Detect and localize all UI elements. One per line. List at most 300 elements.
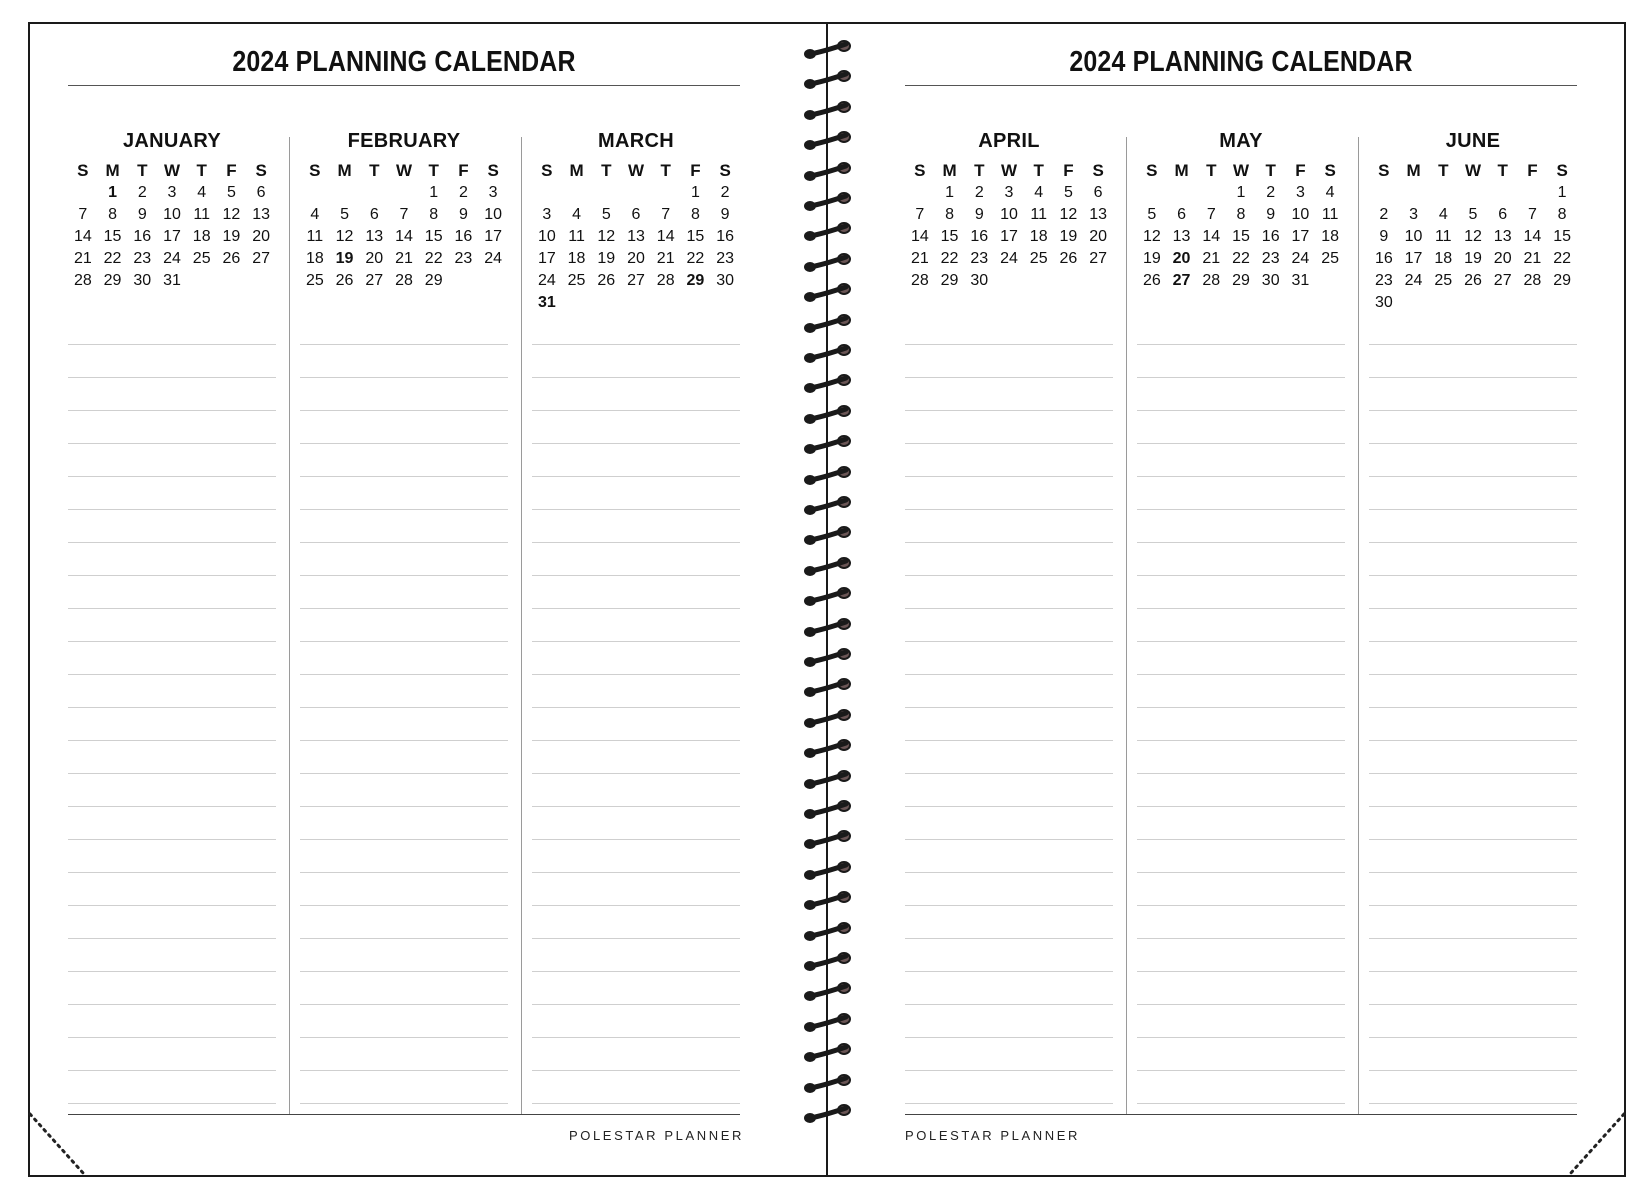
day-number: 13 bbox=[365, 228, 384, 245]
weekday-label: W bbox=[1232, 161, 1250, 180]
spiral-coil bbox=[800, 768, 856, 790]
day-number: 26 bbox=[1142, 272, 1161, 289]
writing-line bbox=[68, 707, 276, 708]
day-number: 10 bbox=[1000, 206, 1018, 223]
day-number: 18 bbox=[192, 228, 211, 245]
month-grid bbox=[1369, 160, 1577, 314]
perforation-corner-left bbox=[28, 1112, 88, 1176]
month-grid bbox=[905, 160, 1113, 292]
day-number: 30 bbox=[1261, 272, 1280, 289]
writing-line bbox=[68, 575, 276, 576]
writing-line bbox=[300, 806, 508, 807]
empty-cell bbox=[389, 182, 419, 204]
day-number: 17 bbox=[1291, 228, 1310, 245]
day-number: 26 bbox=[222, 250, 241, 267]
writing-line bbox=[532, 1004, 740, 1005]
spiral-coil bbox=[800, 676, 856, 698]
spiral-coil bbox=[800, 129, 856, 151]
month-name: JUNE bbox=[1445, 130, 1501, 152]
writing-line bbox=[1369, 344, 1577, 345]
writing-line bbox=[532, 872, 740, 873]
day-number: 12 bbox=[1464, 228, 1482, 245]
writing-line bbox=[68, 1037, 276, 1038]
day-number: 28 bbox=[1202, 272, 1221, 289]
spiral-coil bbox=[800, 828, 856, 850]
writing-line bbox=[68, 806, 276, 807]
day-number: 23 bbox=[970, 250, 989, 267]
writing-line bbox=[532, 674, 740, 675]
day-number: 10 bbox=[484, 206, 503, 223]
weekday-label: W bbox=[1464, 161, 1482, 180]
writing-line bbox=[532, 1037, 740, 1038]
weekday-label: T bbox=[974, 161, 985, 180]
weekday-label: S bbox=[1324, 161, 1336, 180]
day-number: 15 bbox=[103, 228, 122, 245]
writing-line bbox=[1369, 1037, 1577, 1038]
writing-line bbox=[1369, 1004, 1577, 1005]
bottom-rule bbox=[905, 1114, 1577, 1115]
writing-line bbox=[1137, 410, 1345, 411]
writing-line bbox=[68, 905, 276, 906]
spiral-coil bbox=[800, 1072, 856, 1094]
writing-line bbox=[68, 377, 276, 378]
day-number: 9 bbox=[137, 206, 147, 223]
writing-line bbox=[532, 740, 740, 741]
weekday-label: T bbox=[137, 161, 148, 180]
day-number: 29 bbox=[686, 272, 705, 289]
writing-line bbox=[300, 443, 508, 444]
day-number: 21 bbox=[73, 250, 92, 267]
day-number: 25 bbox=[1434, 272, 1453, 289]
day-number: 30 bbox=[133, 272, 152, 289]
writing-line bbox=[1369, 410, 1577, 411]
day-number: 5 bbox=[601, 206, 611, 223]
writing-line bbox=[68, 839, 276, 840]
writing-line bbox=[1369, 1070, 1577, 1071]
day-number: 12 bbox=[597, 228, 616, 245]
empty-cell bbox=[1488, 182, 1518, 204]
writing-line bbox=[1137, 707, 1345, 708]
writing-line bbox=[68, 1103, 276, 1104]
writing-line bbox=[1369, 674, 1577, 675]
writing-line bbox=[1369, 740, 1577, 741]
spiral-coil bbox=[800, 889, 856, 911]
writing-line bbox=[68, 344, 276, 345]
weekday-label: F bbox=[690, 161, 701, 180]
day-number: 6 bbox=[631, 206, 641, 223]
writing-line bbox=[68, 1004, 276, 1005]
perforation-corner-right bbox=[1566, 1112, 1626, 1176]
day-number: 4 bbox=[1325, 184, 1335, 201]
spiral-coil bbox=[800, 464, 856, 486]
day-number: 17 bbox=[537, 250, 556, 267]
writing-line bbox=[300, 476, 508, 477]
writing-line bbox=[532, 773, 740, 774]
writing-line bbox=[905, 971, 1113, 972]
empty-cell bbox=[68, 182, 98, 204]
day-number: 26 bbox=[335, 272, 354, 289]
day-number: 7 bbox=[661, 206, 671, 223]
writing-line bbox=[905, 674, 1113, 675]
writing-line bbox=[300, 740, 508, 741]
weekday-label: T bbox=[428, 161, 439, 180]
day-number: 28 bbox=[1523, 272, 1542, 289]
writing-line bbox=[1137, 377, 1345, 378]
day-number: 20 bbox=[1089, 228, 1108, 245]
empty-cell bbox=[1167, 182, 1197, 204]
weekday-label: S bbox=[255, 161, 267, 180]
right-page bbox=[905, 22, 1577, 1177]
day-number: 24 bbox=[1000, 250, 1018, 267]
writing-line bbox=[905, 872, 1113, 873]
writing-line bbox=[532, 1103, 740, 1104]
column-divider bbox=[521, 137, 522, 1114]
writing-line bbox=[1369, 575, 1577, 576]
weekday-label: S bbox=[541, 161, 553, 180]
empty-cell bbox=[300, 182, 330, 204]
day-number: 11 bbox=[193, 206, 210, 223]
day-number: 25 bbox=[305, 272, 324, 289]
writing-line bbox=[300, 608, 508, 609]
day-number: 9 bbox=[458, 206, 468, 223]
writing-lines bbox=[1369, 344, 1577, 1136]
day-number: 3 bbox=[542, 206, 552, 223]
writing-line bbox=[300, 1070, 508, 1071]
writing-line bbox=[68, 773, 276, 774]
day-number: 8 bbox=[1557, 206, 1567, 223]
day-number: 21 bbox=[1202, 250, 1221, 267]
writing-line bbox=[905, 773, 1113, 774]
writing-line bbox=[1137, 971, 1345, 972]
writing-line bbox=[532, 806, 740, 807]
day-number: 1 bbox=[945, 184, 955, 201]
empty-cell bbox=[1518, 182, 1548, 204]
writing-lines bbox=[905, 344, 1113, 1136]
day-number: 1 bbox=[429, 184, 439, 201]
weekday-label: S bbox=[77, 161, 89, 180]
writing-line bbox=[1369, 971, 1577, 972]
left-page bbox=[68, 22, 744, 1177]
writing-line bbox=[532, 839, 740, 840]
day-number: 2 bbox=[1379, 206, 1389, 223]
day-number: 16 bbox=[970, 228, 989, 245]
day-number: 19 bbox=[1464, 250, 1482, 267]
empty-cell bbox=[532, 182, 562, 204]
day-number: 12 bbox=[335, 228, 354, 245]
day-number: 17 bbox=[163, 228, 181, 245]
writing-line bbox=[68, 542, 276, 543]
writing-line bbox=[1137, 905, 1345, 906]
day-number: 11 bbox=[568, 228, 585, 245]
month-grid bbox=[1137, 160, 1345, 292]
day-number: 4 bbox=[197, 184, 207, 201]
weekday-label: W bbox=[163, 161, 181, 180]
title-rule bbox=[905, 85, 1577, 86]
day-number: 14 bbox=[910, 228, 929, 245]
writing-line bbox=[68, 872, 276, 873]
spiral-coil bbox=[800, 950, 856, 972]
day-number: 16 bbox=[1374, 250, 1393, 267]
writing-line bbox=[905, 1037, 1113, 1038]
weekday-label: S bbox=[1378, 161, 1390, 180]
writing-line bbox=[68, 641, 276, 642]
writing-line bbox=[1137, 476, 1345, 477]
weekday-label: M bbox=[105, 161, 120, 180]
day-number: 7 bbox=[399, 206, 409, 223]
day-number: 22 bbox=[1232, 250, 1250, 267]
day-number: 25 bbox=[192, 250, 211, 267]
spiral-coil bbox=[800, 1011, 856, 1033]
day-number: 30 bbox=[716, 272, 735, 289]
weekday-label: F bbox=[1295, 161, 1306, 180]
writing-line bbox=[905, 806, 1113, 807]
writing-line bbox=[905, 542, 1113, 543]
day-number: 1 bbox=[1557, 184, 1567, 201]
day-number: 18 bbox=[1434, 250, 1453, 267]
month-april bbox=[905, 114, 1113, 1114]
day-number: 15 bbox=[424, 228, 443, 245]
empty-cell bbox=[1399, 182, 1429, 204]
writing-line bbox=[300, 344, 508, 345]
empty-cell bbox=[621, 182, 651, 204]
writing-line bbox=[300, 674, 508, 675]
page-title: 2024 PLANNING CALENDAR bbox=[1069, 46, 1413, 78]
day-number: 20 bbox=[1172, 250, 1191, 267]
weekday-label: S bbox=[1556, 161, 1568, 180]
day-number: 1 bbox=[1236, 184, 1246, 201]
day-number: 9 bbox=[1266, 206, 1276, 223]
day-number: 31 bbox=[537, 294, 556, 311]
spiral-coil bbox=[800, 312, 856, 334]
spiral-coil bbox=[800, 372, 856, 394]
spiral-coil bbox=[800, 433, 856, 455]
day-number: 10 bbox=[1404, 228, 1423, 245]
day-number: 27 bbox=[1172, 272, 1191, 289]
month-name: JANUARY bbox=[122, 130, 222, 152]
day-number: 9 bbox=[974, 206, 984, 223]
day-number: 3 bbox=[1004, 184, 1014, 201]
day-number: 27 bbox=[1089, 250, 1108, 267]
day-number: 25 bbox=[1029, 250, 1048, 267]
writing-line bbox=[532, 443, 740, 444]
day-number: 29 bbox=[1553, 272, 1572, 289]
day-number: 24 bbox=[484, 250, 503, 267]
writing-line bbox=[905, 740, 1113, 741]
month-march bbox=[532, 114, 740, 1114]
writing-line bbox=[1137, 608, 1345, 609]
day-number: 14 bbox=[1523, 228, 1542, 245]
writing-line bbox=[300, 938, 508, 939]
empty-cell bbox=[1137, 182, 1167, 204]
writing-line bbox=[905, 476, 1113, 477]
day-number: 14 bbox=[656, 228, 675, 245]
day-number: 2 bbox=[974, 184, 984, 201]
day-number: 23 bbox=[454, 250, 473, 267]
day-number: 21 bbox=[395, 250, 413, 267]
day-number: 21 bbox=[656, 250, 675, 267]
empty-cell bbox=[1458, 182, 1488, 204]
day-number: 21 bbox=[910, 250, 929, 267]
day-number: 16 bbox=[716, 228, 735, 245]
day-number: 6 bbox=[1177, 206, 1187, 223]
day-number: 17 bbox=[484, 228, 503, 245]
day-number: 20 bbox=[1493, 250, 1512, 267]
spiral-coil bbox=[800, 920, 856, 942]
writing-line bbox=[300, 905, 508, 906]
day-number: 10 bbox=[163, 206, 181, 223]
day-number: 26 bbox=[597, 272, 616, 289]
writing-line bbox=[300, 1103, 508, 1104]
writing-line bbox=[1137, 1037, 1345, 1038]
spiral-coil bbox=[800, 281, 856, 303]
writing-line bbox=[1137, 344, 1345, 345]
day-number: 8 bbox=[108, 206, 118, 223]
empty-cell bbox=[562, 182, 592, 204]
day-number: 16 bbox=[1261, 228, 1280, 245]
writing-line bbox=[1369, 938, 1577, 939]
writing-lines bbox=[1137, 344, 1345, 1136]
day-number: 16 bbox=[454, 228, 473, 245]
writing-line bbox=[1137, 674, 1345, 675]
day-number: 4 bbox=[1034, 184, 1044, 201]
writing-line bbox=[905, 1103, 1113, 1104]
spiral-coil bbox=[800, 980, 856, 1002]
writing-line bbox=[1369, 1103, 1577, 1104]
writing-lines bbox=[532, 344, 740, 1136]
weekday-label: T bbox=[1206, 161, 1217, 180]
writing-line bbox=[1137, 773, 1345, 774]
day-number: 24 bbox=[1291, 250, 1310, 267]
writing-line bbox=[905, 410, 1113, 411]
writing-line bbox=[905, 1004, 1113, 1005]
weekday-label: W bbox=[395, 161, 413, 180]
writing-line bbox=[532, 707, 740, 708]
day-number: 11 bbox=[1434, 228, 1452, 245]
weekday-label: T bbox=[1438, 161, 1449, 180]
weekday-label: S bbox=[1146, 161, 1158, 180]
writing-line bbox=[1369, 872, 1577, 873]
weekday-label: T bbox=[369, 161, 380, 180]
writing-line bbox=[1137, 1070, 1345, 1071]
day-number: 15 bbox=[940, 228, 959, 245]
day-number: 13 bbox=[627, 228, 645, 245]
writing-line bbox=[905, 377, 1113, 378]
writing-line bbox=[1369, 905, 1577, 906]
day-number: 9 bbox=[720, 206, 730, 223]
weekday-label: S bbox=[1092, 161, 1104, 180]
day-number: 5 bbox=[1063, 184, 1073, 201]
day-number: 13 bbox=[1089, 206, 1108, 223]
spiral-coil bbox=[800, 737, 856, 759]
writing-line bbox=[1137, 575, 1345, 576]
day-number: 14 bbox=[73, 228, 92, 245]
brand-label: POLESTAR PLANNER bbox=[905, 1128, 1081, 1143]
weekday-label: F bbox=[458, 161, 469, 180]
day-number: 24 bbox=[163, 250, 181, 267]
writing-line bbox=[68, 410, 276, 411]
weekday-label: M bbox=[569, 161, 584, 180]
writing-line bbox=[1137, 509, 1345, 510]
day-number: 29 bbox=[103, 272, 122, 289]
day-number: 1 bbox=[690, 184, 700, 201]
empty-cell bbox=[591, 182, 621, 204]
writing-line bbox=[1137, 740, 1345, 741]
writing-line bbox=[300, 1037, 508, 1038]
day-number: 7 bbox=[1527, 206, 1537, 223]
bottom-rule bbox=[68, 1114, 740, 1115]
empty-cell bbox=[330, 182, 360, 204]
writing-line bbox=[905, 839, 1113, 840]
writing-line bbox=[532, 476, 740, 477]
writing-line bbox=[300, 641, 508, 642]
day-number: 21 bbox=[1523, 250, 1542, 267]
weekday-label: T bbox=[660, 161, 671, 180]
day-number: 30 bbox=[970, 272, 989, 289]
day-number: 14 bbox=[1202, 228, 1221, 245]
weekday-label: F bbox=[1063, 161, 1074, 180]
spiral-coil bbox=[800, 99, 856, 121]
day-number: 6 bbox=[1093, 184, 1103, 201]
writing-line bbox=[300, 971, 508, 972]
weekday-label: S bbox=[487, 161, 499, 180]
day-number: 12 bbox=[1142, 228, 1161, 245]
weekday-label: T bbox=[601, 161, 612, 180]
page-title: 2024 PLANNING CALENDAR bbox=[232, 46, 576, 78]
day-number: 15 bbox=[1553, 228, 1572, 245]
day-number: 22 bbox=[940, 250, 959, 267]
spiral-coil bbox=[800, 403, 856, 425]
writing-line bbox=[1137, 1004, 1345, 1005]
day-number: 7 bbox=[1206, 206, 1216, 223]
day-number: 4 bbox=[572, 206, 582, 223]
spiral-coil bbox=[800, 616, 856, 638]
spiral-binding bbox=[800, 38, 856, 1168]
day-number: 15 bbox=[686, 228, 705, 245]
weekday-label: S bbox=[719, 161, 731, 180]
spiral-coil bbox=[800, 585, 856, 607]
writing-line bbox=[1369, 377, 1577, 378]
day-number: 13 bbox=[1172, 228, 1191, 245]
month-may bbox=[1137, 114, 1345, 1114]
weekday-label: T bbox=[1497, 161, 1508, 180]
writing-line bbox=[1369, 707, 1577, 708]
writing-line bbox=[905, 905, 1113, 906]
writing-line bbox=[905, 575, 1113, 576]
day-number: 3 bbox=[1409, 206, 1419, 223]
spiral-coil bbox=[800, 1041, 856, 1063]
day-number: 28 bbox=[73, 272, 92, 289]
day-number: 17 bbox=[1404, 250, 1423, 267]
spiral-coil bbox=[800, 494, 856, 516]
month-grid bbox=[532, 160, 740, 314]
weekday-label: S bbox=[309, 161, 321, 180]
writing-line bbox=[905, 509, 1113, 510]
day-number: 22 bbox=[424, 250, 443, 267]
day-number: 18 bbox=[1029, 228, 1048, 245]
day-number: 19 bbox=[597, 250, 616, 267]
day-number: 29 bbox=[940, 272, 959, 289]
spiral-coil bbox=[800, 524, 856, 546]
title-rule bbox=[68, 85, 740, 86]
writing-line bbox=[300, 707, 508, 708]
writing-line bbox=[68, 476, 276, 477]
day-number: 28 bbox=[910, 272, 929, 289]
writing-line bbox=[905, 443, 1113, 444]
day-number: 27 bbox=[365, 272, 384, 289]
day-number: 24 bbox=[537, 272, 556, 289]
writing-line bbox=[1137, 872, 1345, 873]
writing-line bbox=[532, 971, 740, 972]
